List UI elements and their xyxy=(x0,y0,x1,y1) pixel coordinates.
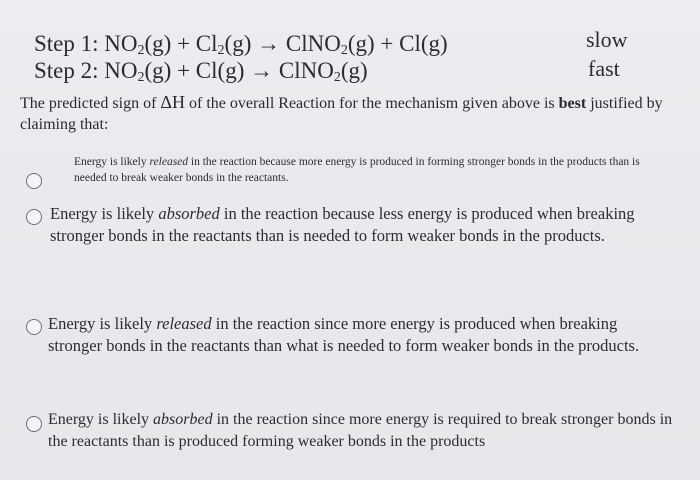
question-emphasis: best xyxy=(558,95,587,112)
answer-option-b[interactable] xyxy=(0,200,700,270)
answer-option-c-verb: released xyxy=(156,314,212,333)
step-2-equation: $NO_2(g) + Cl(g)$ → ClNO$_2$(g) xyxy=(104,58,368,85)
answer-option-d-verb: absorbed xyxy=(153,411,213,428)
step-1-rate: slow xyxy=(586,27,628,52)
step-1-equation: $NO_2(g) + Cl_2(g)$ → ClNO$_2$(g) + Cl(g) xyxy=(104,31,448,58)
answer-option-c[interactable] xyxy=(0,310,700,380)
answer-option-a-text: Energy is likely released in the reaction because more energy is produced in forming stronger bonds in the products than is needed to break weaker bonds in the reactants. xyxy=(74,156,640,184)
question-prompt: The predicted sign of ΔH of the overall Reaction for the mechanism given above is best justified by claiming that: xyxy=(20,92,663,133)
mechanism-step-2 xyxy=(34,58,368,84)
step-1-label: Step 1: xyxy=(34,31,105,56)
answer-option-d-text: Energy is likely absorbed in the reaction since more energy is required to break stronger bonds in the reactants than is produced forming weaker bonds in the products xyxy=(48,411,673,450)
step-2-label: Step 2: xyxy=(34,58,105,83)
radio-button-d[interactable] xyxy=(26,416,42,432)
answer-option-d[interactable] xyxy=(0,406,700,466)
radio-button-b[interactable] xyxy=(26,209,42,225)
answer-option-b-verb: absorbed xyxy=(158,204,220,223)
radio-button-a[interactable] xyxy=(26,173,42,189)
delta-h-symbol: ΔH xyxy=(160,92,185,112)
radio-button-c[interactable] xyxy=(26,319,42,335)
answer-option-a-verb: released xyxy=(149,156,189,168)
answer-option-c-text: Energy is likely released in the reaction since more energy is produced when breaking stronger bonds in the reactants than what is needed to form weaker bonds in the products. xyxy=(48,314,640,355)
answer-option-b-text: Energy is likely absorbed in the reaction because less energy is produced when breaking stronger bonds in the reactants than is needed to form weaker bonds in the products. xyxy=(50,204,635,245)
answer-option-a[interactable] xyxy=(0,150,700,198)
step-2-rate: fast xyxy=(588,56,620,81)
mechanism-step-1 xyxy=(34,31,448,57)
